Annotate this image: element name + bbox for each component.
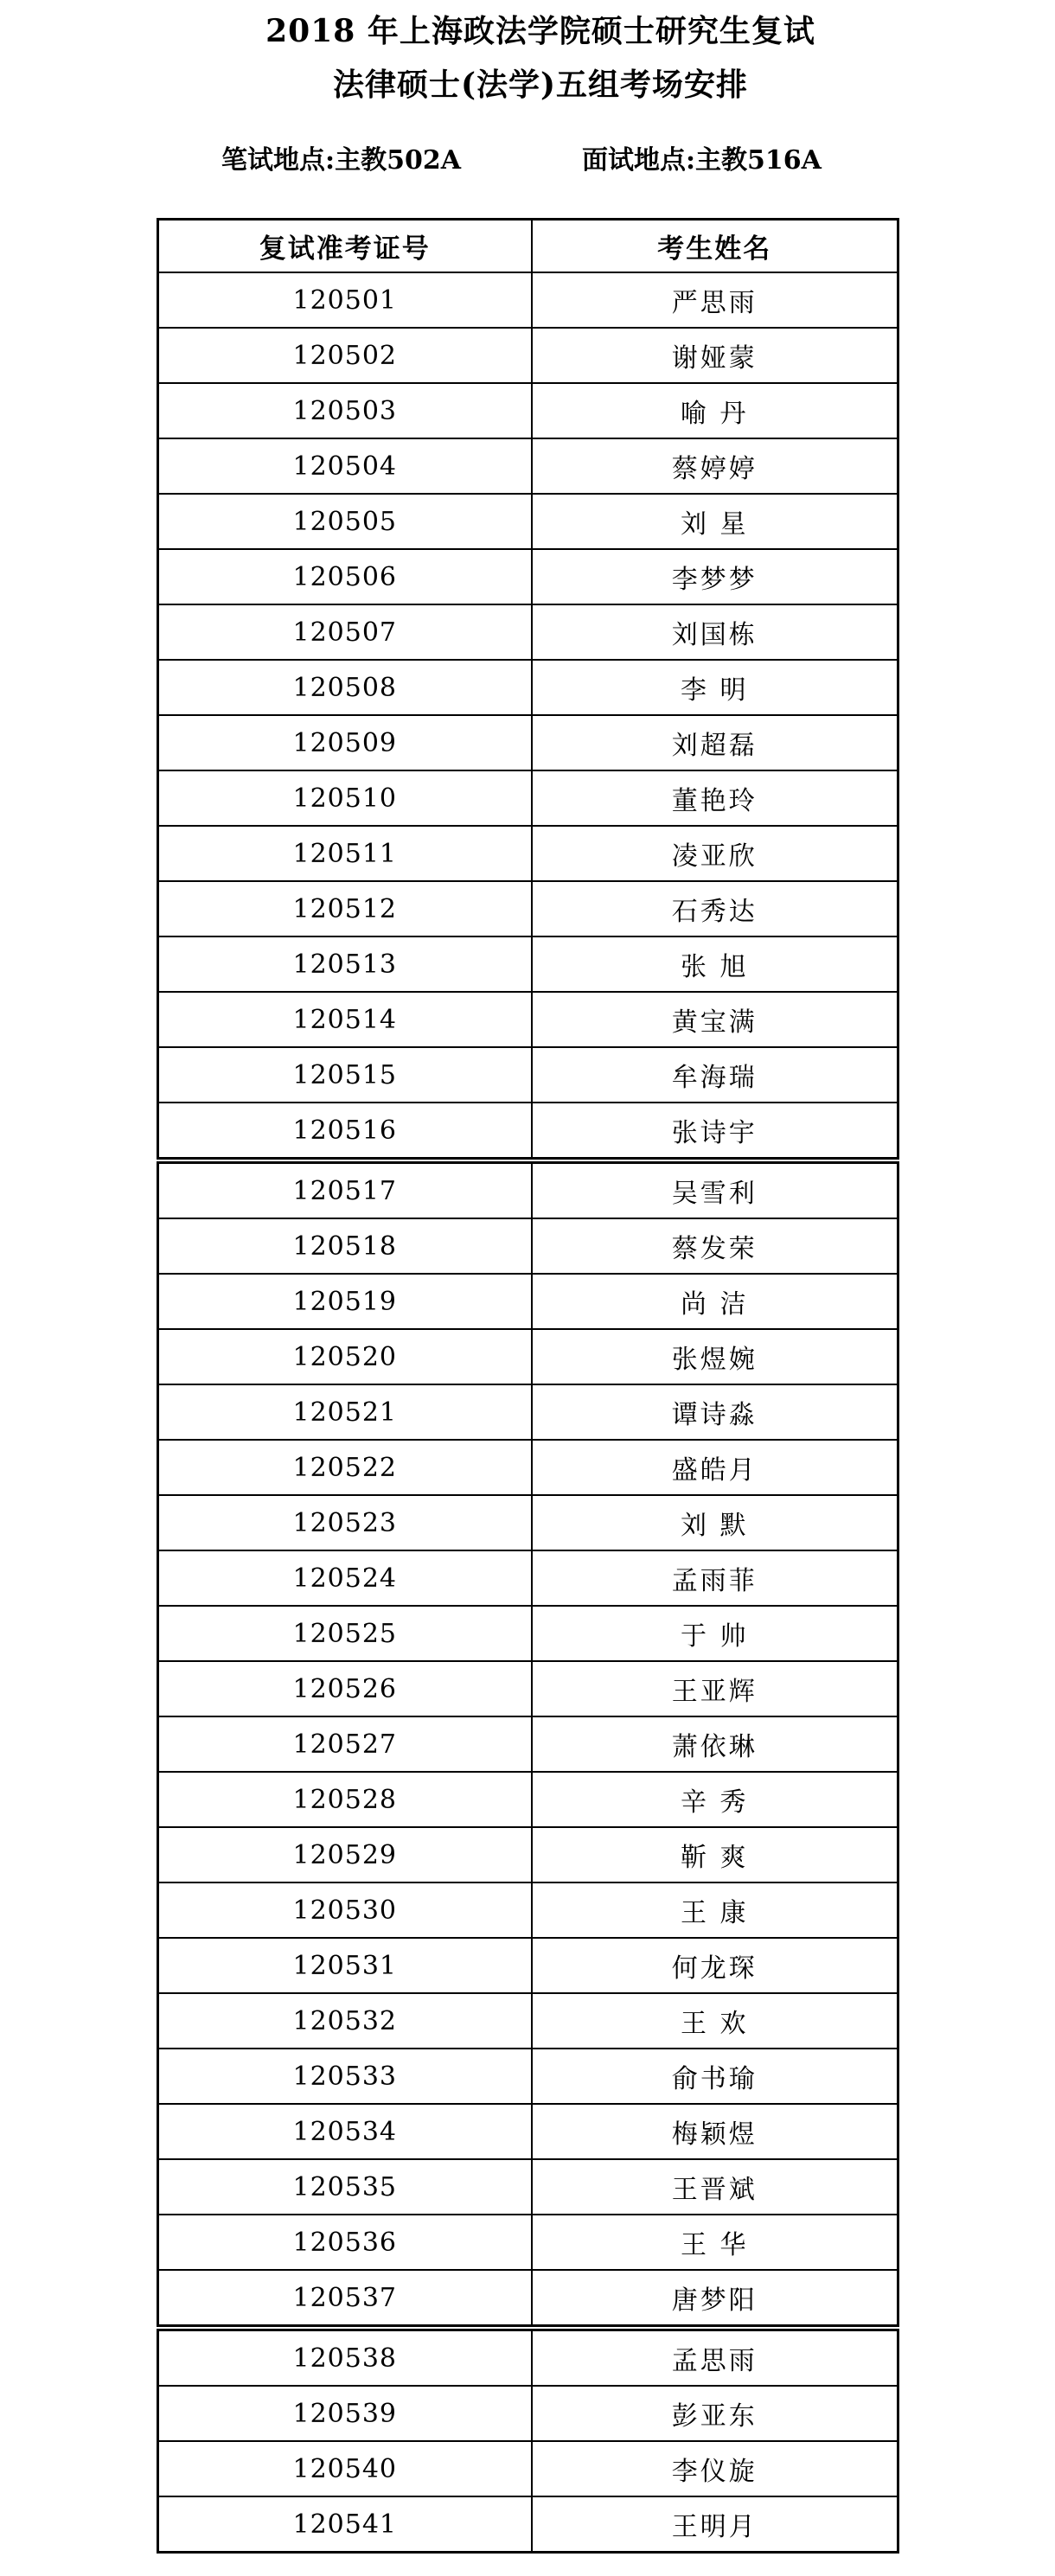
- admission-ticket-number-cell: 120514: [158, 992, 532, 1047]
- column-header-candidate-name: 考生姓名: [532, 220, 898, 273]
- admission-ticket-number-cell: 120512: [158, 881, 532, 936]
- candidate-name-cell: 刘 默: [532, 1495, 898, 1550]
- table-row: [158, 328, 898, 383]
- candidate-name-cell: 辛 秀: [532, 1772, 898, 1827]
- admission-ticket-number-cell: 120526: [158, 1661, 532, 1716]
- admission-ticket-number-cell: 120521: [158, 1384, 532, 1440]
- candidate-name-cell: 何龙琛: [532, 1938, 898, 1993]
- admission-ticket-number-cell: 120539: [158, 2386, 532, 2441]
- document-title-line2: 法律硕士(法学)五组考场安排: [332, 67, 749, 103]
- candidate-name-cell: 王 华: [532, 2215, 898, 2270]
- table-row: [158, 1160, 898, 1218]
- table-row: [158, 1882, 898, 1938]
- candidate-name-cell: 刘 星: [532, 494, 898, 549]
- table-row: [158, 1384, 898, 1440]
- candidate-name-cell: 梅颖煜: [532, 2104, 898, 2159]
- admission-ticket-number-cell: 120531: [158, 1938, 532, 1993]
- table-row: [158, 438, 898, 494]
- table-row: [158, 1661, 898, 1716]
- admission-ticket-number-cell: 120516: [158, 1103, 532, 1160]
- admission-ticket-number-cell: 120508: [158, 660, 532, 715]
- table-row: [158, 1550, 898, 1606]
- table-row: [158, 936, 898, 992]
- admission-ticket-number-cell: 120525: [158, 1606, 532, 1661]
- table-row: [158, 1047, 898, 1103]
- table-row: [158, 1606, 898, 1661]
- candidate-name-cell: 凌亚欣: [532, 826, 898, 881]
- candidate-name-cell: 刘超磊: [532, 715, 898, 770]
- admission-ticket-number-cell: 120511: [158, 826, 532, 881]
- table-row: [158, 272, 898, 328]
- admission-ticket-number-cell: 120524: [158, 1550, 532, 1606]
- candidate-name-cell: 唐梦阳: [532, 2270, 898, 2328]
- admission-ticket-number-cell: 120507: [158, 604, 532, 660]
- admission-ticket-number-cell: 120504: [158, 438, 532, 494]
- admission-ticket-number-cell: 120541: [158, 2496, 532, 2553]
- candidate-name-cell: 盛皓月: [532, 1440, 898, 1495]
- candidate-name-cell: 彭亚东: [532, 2386, 898, 2441]
- candidate-name-cell: 李 明: [532, 660, 898, 715]
- table-row: [158, 549, 898, 604]
- table-row: [158, 1103, 898, 1160]
- admission-ticket-number-cell: 120520: [158, 1329, 532, 1384]
- candidate-name-cell: 王明月: [532, 2496, 898, 2553]
- candidate-name-cell: 孟雨菲: [532, 1550, 898, 1606]
- candidate-name-cell: 王亚辉: [532, 1661, 898, 1716]
- table-row: [158, 2270, 898, 2328]
- admission-ticket-number-cell: 120529: [158, 1827, 532, 1882]
- column-header-admission-ticket-number: 复试准考证号: [158, 220, 532, 273]
- admission-ticket-number-cell: 120519: [158, 1274, 532, 1329]
- table-row: [158, 1218, 898, 1274]
- admission-ticket-number-cell: 120513: [158, 936, 532, 992]
- candidate-name-cell: 黄宝满: [532, 992, 898, 1047]
- candidate-name-cell: 张煜婉: [532, 1329, 898, 1384]
- table-row: [158, 2386, 898, 2441]
- candidate-name-cell: 李梦梦: [532, 549, 898, 604]
- table-row: [158, 2215, 898, 2270]
- table-body: [158, 272, 898, 2553]
- table-row: [158, 1772, 898, 1827]
- admission-ticket-number-cell: 120540: [158, 2441, 532, 2496]
- table-row: [158, 2159, 898, 2215]
- admission-ticket-number-cell: 120536: [158, 2215, 532, 2270]
- table-row: [158, 2104, 898, 2159]
- table-row: [158, 826, 898, 881]
- table-row: [158, 604, 898, 660]
- candidate-name-cell: 李仪旋: [532, 2441, 898, 2496]
- admission-ticket-number-cell: 120530: [158, 1882, 532, 1938]
- candidate-name-cell: 张诗宇: [532, 1103, 898, 1160]
- admission-ticket-number-cell: 120528: [158, 1772, 532, 1827]
- candidate-name-cell: 董艳玲: [532, 770, 898, 826]
- admission-ticket-number-cell: 120501: [158, 272, 532, 328]
- candidate-name-cell: 吴雪利: [532, 1160, 898, 1218]
- table-row: [158, 2496, 898, 2553]
- candidate-name-cell: 石秀达: [532, 881, 898, 936]
- admission-ticket-number-cell: 120503: [158, 383, 532, 438]
- admission-ticket-number-cell: 120518: [158, 1218, 532, 1274]
- exam-locations-line: [221, 145, 1055, 176]
- table-row: [158, 494, 898, 549]
- candidate-name-cell: 谢娅蒙: [532, 328, 898, 383]
- table-header-row: [158, 220, 898, 273]
- candidate-name-cell: 孟思雨: [532, 2328, 898, 2386]
- candidate-name-cell: 尚 洁: [532, 1274, 898, 1329]
- table-row: [158, 1440, 898, 1495]
- table-row: [158, 1993, 898, 2049]
- candidate-roster-table: [157, 218, 899, 2554]
- candidate-name-cell: 靳 爽: [532, 1827, 898, 1882]
- table-row: [158, 770, 898, 826]
- table-row: [158, 881, 898, 936]
- admission-ticket-number-cell: 120537: [158, 2270, 532, 2328]
- table-row: [158, 2049, 898, 2104]
- candidate-name-cell: 严思雨: [532, 272, 898, 328]
- admission-ticket-number-cell: 120533: [158, 2049, 532, 2104]
- document-title-line1: 2018 年上海政法学院硕士研究生复试: [265, 13, 815, 49]
- admission-ticket-number-cell: 120517: [158, 1160, 532, 1218]
- candidate-name-cell: 蔡婷婷: [532, 438, 898, 494]
- candidate-name-cell: 张 旭: [532, 936, 898, 992]
- candidate-name-cell: 刘国栋: [532, 604, 898, 660]
- admission-ticket-number-cell: 120535: [158, 2159, 532, 2215]
- candidate-name-cell: 萧依琳: [532, 1716, 898, 1772]
- candidate-name-cell: 俞书瑜: [532, 2049, 898, 2104]
- candidate-name-cell: 蔡发荣: [532, 1218, 898, 1274]
- candidate-name-cell: 王晋斌: [532, 2159, 898, 2215]
- written-exam-location: 笔试地点:主教502A: [221, 145, 461, 176]
- table-row: [158, 1827, 898, 1882]
- table-row: [158, 1329, 898, 1384]
- table-row: [158, 1274, 898, 1329]
- table-row: [158, 992, 898, 1047]
- candidate-name-cell: 王 康: [532, 1882, 898, 1938]
- admission-ticket-number-cell: 120502: [158, 328, 532, 383]
- candidate-name-cell: 于 帅: [532, 1606, 898, 1661]
- admission-ticket-number-cell: 120506: [158, 549, 532, 604]
- table-row: [158, 715, 898, 770]
- admission-ticket-number-cell: 120523: [158, 1495, 532, 1550]
- table-row: [158, 2441, 898, 2496]
- admission-ticket-number-cell: 120509: [158, 715, 532, 770]
- admission-ticket-number-cell: 120534: [158, 2104, 532, 2159]
- candidate-name-cell: 王 欢: [532, 1993, 898, 2049]
- admission-ticket-number-cell: 120505: [158, 494, 532, 549]
- admission-ticket-number-cell: 120527: [158, 1716, 532, 1772]
- interview-location: 面试地点:主教516A: [581, 145, 822, 176]
- candidate-name-cell: 牟海瑞: [532, 1047, 898, 1103]
- table-row: [158, 2328, 898, 2386]
- admission-ticket-number-cell: 120538: [158, 2328, 532, 2386]
- admission-ticket-number-cell: 120532: [158, 1993, 532, 2049]
- table-row: [158, 660, 898, 715]
- table-row: [158, 1716, 898, 1772]
- table-row: [158, 1495, 898, 1550]
- table-row: [158, 1938, 898, 1993]
- candidate-name-cell: 谭诗淼: [532, 1384, 898, 1440]
- candidate-name-cell: 喻 丹: [532, 383, 898, 438]
- table-row: [158, 383, 898, 438]
- admission-ticket-number-cell: 120515: [158, 1047, 532, 1103]
- admission-ticket-number-cell: 120510: [158, 770, 532, 826]
- admission-ticket-number-cell: 120522: [158, 1440, 532, 1495]
